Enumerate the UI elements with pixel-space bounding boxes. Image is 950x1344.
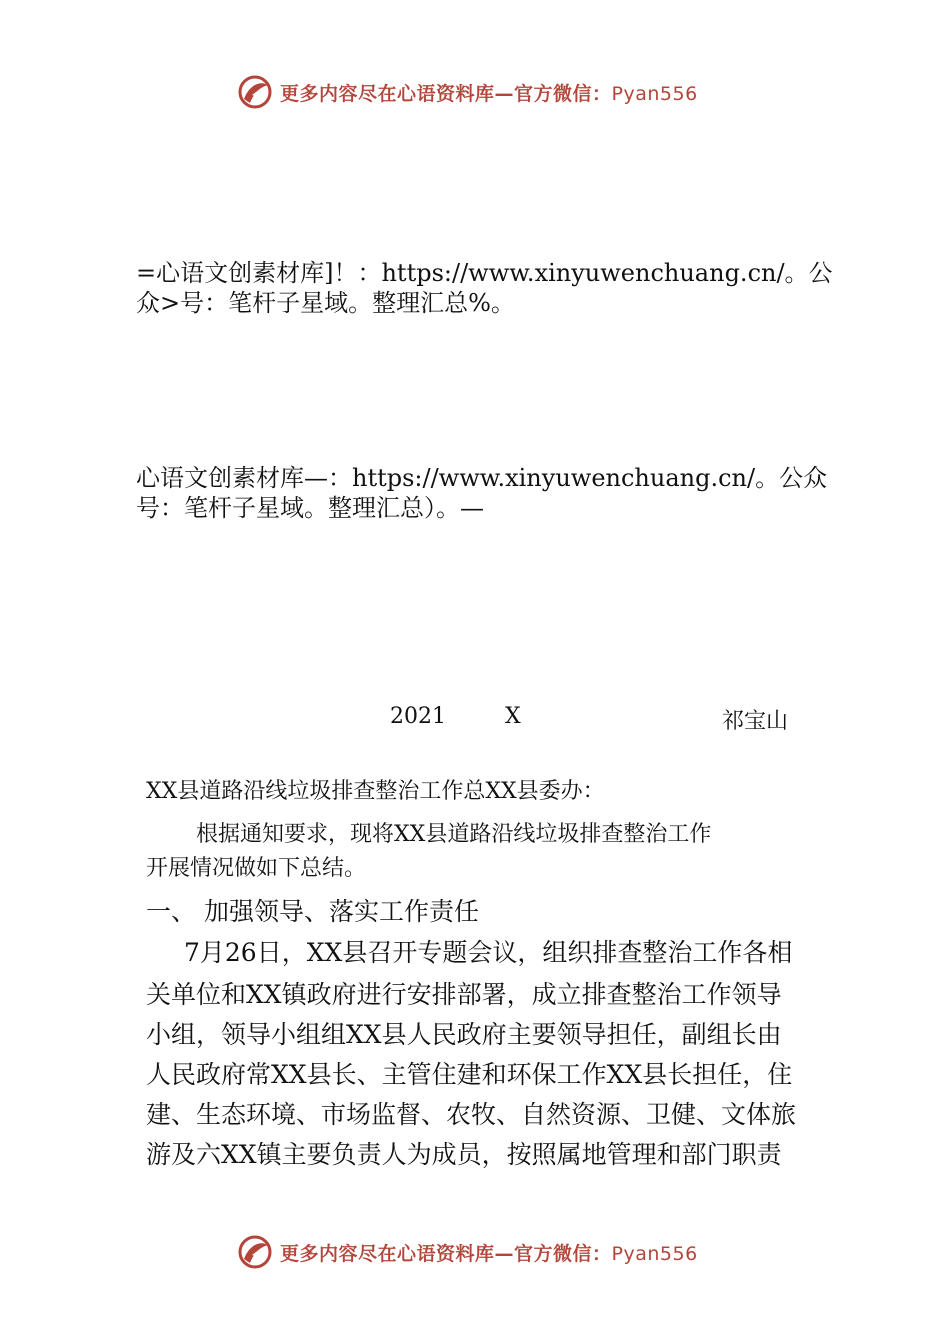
body-line-2: 关单位和XX镇政府进行安排部署，成立排查整治工作领导 [146,980,782,1009]
body-line-3: 小组，领导小组组XX县人民政府主要领导担任，副组长由 [146,1020,782,1049]
promo-paragraph-1 [136,258,836,318]
body-line-4: 人民政府常XX县长、主管住建和环保工作XX县长担任，住 [146,1060,793,1089]
meta-author: 祁宝山 [722,709,789,734]
banner-text: 更多内容尽在心语资料库—官方微信：Pyan556 [280,1242,698,1265]
body-line-1: 7月26日，XX县召开专题会议，组织排查整治工作各相 [184,938,793,967]
body-line-5: 建、生态环境、市场监督、农牧、自然资源、卫健、文体旅 [146,1100,797,1129]
meta-year: 2021 [390,704,446,729]
doc-intro-2: 开展情况做如下总结。 [146,856,367,881]
doc-intro-1: 根据通知要求，现将XX县道路沿线垃圾排查整治工作 [196,822,712,847]
promo-line-2b: 号：笔杆子星域。整理汇总）。— [136,494,484,522]
banner-text: 更多内容尽在心语资料库—官方微信：Pyan556 [280,82,698,105]
body-line-6: 游及六XX镇主要负责人为成员，按照属地管理和部门职责 [146,1140,782,1169]
promo-line-2a: 心语文创素材库—：https://www.xinyuwenchuang.cn/。公众 [136,464,828,492]
promo-paragraph-2 [136,463,836,523]
logo-icon [236,1233,274,1271]
footer-banner [236,1232,698,1272]
promo-line-1b: 众>号：笔杆子星域。整理汇总%。 [136,289,515,317]
meta-x: X [505,704,521,729]
promo-line-1a: =心语文创素材库]！：https://www.xinyuwenchuang.cn/。公 [136,259,833,287]
header-banner [236,72,698,112]
logo-icon [236,73,274,111]
section-heading-1: 一、 加强领导、落实工作责任 [146,897,479,926]
doc-title-line: XX县道路沿线垃圾排查整治工作总XX县委办： [146,779,605,804]
